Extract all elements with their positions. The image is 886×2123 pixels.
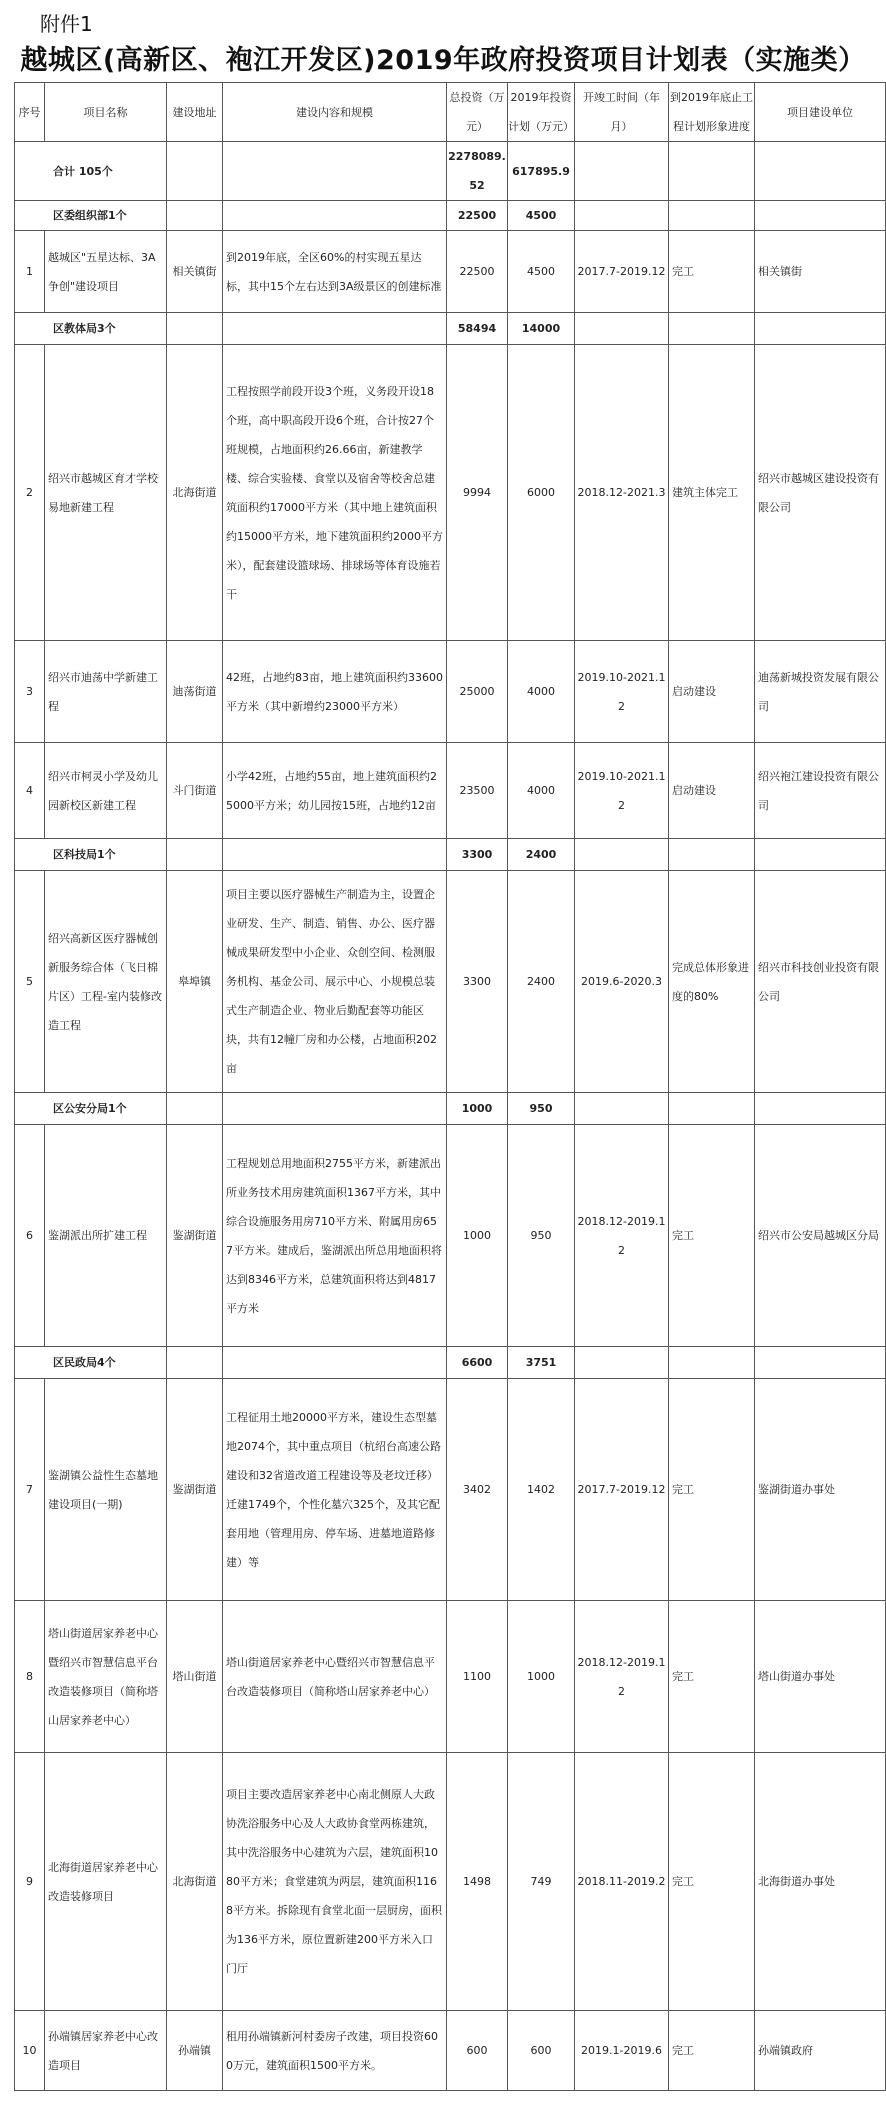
group-empty-content <box>223 313 447 345</box>
summary-row <box>15 142 886 201</box>
header-location: 建设地址 <box>167 83 223 142</box>
cell-name: 鉴湖镇公益性生态墓地建设项目(一期) <box>45 1379 167 1601</box>
cell-seq: 10 <box>15 2011 45 2091</box>
cell-location: 迪荡街道 <box>167 641 223 743</box>
summary-label: 合计 105个 <box>15 142 167 201</box>
header-progress: 到2019年底止工程计划形象进度 <box>669 83 755 142</box>
cell-seq: 7 <box>15 1379 45 1601</box>
group-plan: 3751 <box>508 1347 575 1379</box>
cell-location: 鉴湖街道 <box>167 1125 223 1347</box>
cell-location: 塔山街道 <box>167 1601 223 1753</box>
group-name: 区民政局4个 <box>15 1347 167 1379</box>
cell-period: 2019.1-2019.6 <box>575 2011 669 2091</box>
cell-plan: 4000 <box>508 641 575 743</box>
table-row <box>15 871 886 1093</box>
group-empty-period <box>575 1347 669 1379</box>
table-row <box>15 1601 886 1753</box>
group-empty-location <box>167 839 223 871</box>
cell-seq: 2 <box>15 345 45 641</box>
group-empty-content <box>223 839 447 871</box>
cell-progress: 完成总体形象进度的80% <box>669 871 755 1093</box>
group-empty-unit <box>755 1093 886 1125</box>
cell-plan: 2400 <box>508 871 575 1093</box>
cell-plan: 1000 <box>508 1601 575 1753</box>
cell-total: 3300 <box>447 871 508 1093</box>
group-empty-location <box>167 1093 223 1125</box>
group-row <box>15 313 886 345</box>
cell-unit: 绍兴市科技创业投资有限公司 <box>755 871 886 1093</box>
cell-unit: 北海街道办事处 <box>755 1753 886 2011</box>
cell-progress: 建筑主体完工 <box>669 345 755 641</box>
cell-progress: 完工 <box>669 2011 755 2091</box>
header-period: 开竣工时间（年月） <box>575 83 669 142</box>
cell-name: 孙端镇居家养老中心改造项目 <box>45 2011 167 2091</box>
group-row <box>15 201 886 231</box>
cell-progress: 完工 <box>669 1753 755 2011</box>
cell-total: 600 <box>447 2011 508 2091</box>
group-empty-period <box>575 839 669 871</box>
cell-unit: 迪荡新城投资发展有限公司 <box>755 641 886 743</box>
cell-total: 1498 <box>447 1753 508 2011</box>
group-empty-period <box>575 201 669 231</box>
cell-name: 北海街道居家养老中心改造装修项目 <box>45 1753 167 2011</box>
group-empty-progress <box>669 1347 755 1379</box>
cell-content: 工程规划总用地面积2755平方米，新建派出所业务技术用房建筑面积1367平方米，其中综合设施服务用房710平方米、附属用房657平方米。建成后，鉴湖派出所总用地面积将达到8346平方米，总建筑面积将达到4817平方米 <box>223 1125 447 1347</box>
header-name: 项目名称 <box>45 83 167 142</box>
group-plan: 950 <box>508 1093 575 1125</box>
header-seq: 序号 <box>15 83 45 142</box>
cell-content: 租用孙端镇新河村委房子改建，项目投资600万元，建筑面积1500平方米。 <box>223 2011 447 2091</box>
cell-progress: 完工 <box>669 1601 755 1753</box>
header-unit: 项目建设单位 <box>755 83 886 142</box>
page-title: 越城区(高新区、袍江开发区)2019年政府投资项目计划表（实施类） <box>20 45 866 76</box>
cell-unit: 绍兴市公安局越城区分局 <box>755 1125 886 1347</box>
cell-unit: 相关镇街 <box>755 231 886 313</box>
cell-total: 25000 <box>447 641 508 743</box>
cell-content: 项目主要以医疗器械生产制造为主，设置企业研发、生产、制造、销售、办公、医疗器械成果研发型中小企业、众创空间、检测服务机构、基金公司、展示中心、小规模总装式生产制造企业、物业后勤配套等功能区块，共有12幢厂房和办公楼，占地面积202亩 <box>223 871 447 1093</box>
cell-location: 相关镇街 <box>167 231 223 313</box>
group-empty-location <box>167 313 223 345</box>
table-row <box>15 2011 886 2091</box>
cell-content: 工程按照学前段开设3个班，义务段开设18个班，高中职高段开设6个班，合计按27个班规模，占地面积约26.66亩，新建教学楼、综合实验楼、食堂以及宿舍等校舍总建筑面积约17000平方米（其中地上建筑面积约15000平方米，地下建筑面积约2000平方米），配套建设篮球场、排球场等体育设施若干 <box>223 345 447 641</box>
cell-name: 鉴湖派出所扩建工程 <box>45 1125 167 1347</box>
group-empty-content <box>223 1347 447 1379</box>
group-empty-period <box>575 1093 669 1125</box>
cell-plan: 749 <box>508 1753 575 2011</box>
cell-progress: 启动建设 <box>669 641 755 743</box>
cell-total: 1100 <box>447 1601 508 1753</box>
group-name: 区公安分局1个 <box>15 1093 167 1125</box>
header-row <box>15 83 886 142</box>
group-plan: 2400 <box>508 839 575 871</box>
cell-unit: 绍兴袍江建设投资有限公司 <box>755 743 886 839</box>
group-total: 3300 <box>447 839 508 871</box>
cell-seq: 4 <box>15 743 45 839</box>
cell-seq: 8 <box>15 1601 45 1753</box>
table-body <box>15 83 886 2091</box>
table-row <box>15 1379 886 1601</box>
group-total: 58494 <box>447 313 508 345</box>
group-name: 区委组织部1个 <box>15 201 167 231</box>
table-row <box>15 1125 886 1347</box>
group-total: 1000 <box>447 1093 508 1125</box>
group-empty-progress <box>669 839 755 871</box>
cell-content: 42班，占地约83亩，地上建筑面积约33600平方米（其中新增约23000平方米） <box>223 641 447 743</box>
group-total: 22500 <box>447 201 508 231</box>
cell-unit: 孙端镇政府 <box>755 2011 886 2091</box>
cell-location: 皋埠镇 <box>167 871 223 1093</box>
cell-seq: 3 <box>15 641 45 743</box>
cell-plan: 4000 <box>508 743 575 839</box>
cell-seq: 9 <box>15 1753 45 2011</box>
cell-seq: 6 <box>15 1125 45 1347</box>
cell-name: 塔山街道居家养老中心暨绍兴市智慧信息平台改造装修项目（简称塔山居家养老中心） <box>45 1601 167 1753</box>
cell-progress: 完工 <box>669 1125 755 1347</box>
cell-progress: 启动建设 <box>669 743 755 839</box>
group-total: 6600 <box>447 1347 508 1379</box>
table-row <box>15 231 886 313</box>
cell-period: 2018.12-2019.12 <box>575 1125 669 1347</box>
group-empty-unit <box>755 313 886 345</box>
summary-total: 2278089.52 <box>447 142 508 201</box>
cell-location: 鉴湖街道 <box>167 1379 223 1601</box>
group-row <box>15 839 886 871</box>
cell-period: 2018.11-2019.2 <box>575 1753 669 2011</box>
cell-content: 项目主要改造居家养老中心南北侧原人大政协洗浴服务中心及人大政协食堂两栋建筑，其中洗浴服务中心建筑为六层，建筑面积1080平方米；食堂建筑为两层，建筑面积1168平方米。拆除现有食堂北面一层厨房，面积为136平方米，原位置新建200平方米入口门厅 <box>223 1753 447 2011</box>
cell-progress: 完工 <box>669 1379 755 1601</box>
attachment-label: 附件1 <box>40 12 93 36</box>
header-plan: 2019年投资计划（万元） <box>508 83 575 142</box>
cell-content: 塔山街道居家养老中心暨绍兴市智慧信息平台改造装修项目（简称塔山居家养老中心） <box>223 1601 447 1753</box>
cell-content: 工程征用土地20000平方米，建设生态型墓地2074个，其中重点项目（杭绍台高速公路建设和32省道改道工程建设等及老坟迁移）迁建1749个，个性化墓穴325个，及其它配套用地（管理用房、停车场、进墓地道路修建）等 <box>223 1379 447 1601</box>
header-content: 建设内容和规模 <box>223 83 447 142</box>
table-row <box>15 1753 886 2011</box>
cell-total: 9994 <box>447 345 508 641</box>
cell-location: 北海街道 <box>167 345 223 641</box>
cell-progress: 完工 <box>669 231 755 313</box>
cell-plan: 4500 <box>508 231 575 313</box>
cell-plan: 6000 <box>508 345 575 641</box>
group-empty-unit <box>755 839 886 871</box>
cell-content: 小学42班，占地约55亩，地上建筑面积约25000平方米；幼儿园按15班，占地约12亩 <box>223 743 447 839</box>
cell-period: 2019.10-2021.12 <box>575 641 669 743</box>
group-plan: 14000 <box>508 313 575 345</box>
group-empty-period <box>575 313 669 345</box>
group-name: 区科技局1个 <box>15 839 167 871</box>
group-row <box>15 1347 886 1379</box>
table-row <box>15 641 886 743</box>
cell-seq: 5 <box>15 871 45 1093</box>
group-empty-content <box>223 201 447 231</box>
group-empty-content <box>223 1093 447 1125</box>
summary-plan: 617895.9 <box>508 142 575 201</box>
group-row <box>15 1093 886 1125</box>
cell-content: 到2019年底，全区60%的村实现五星达标，其中15个左右达到3A级景区的创建标准 <box>223 231 447 313</box>
group-plan: 4500 <box>508 201 575 231</box>
group-empty-progress <box>669 313 755 345</box>
cell-name: 绍兴市迪荡中学新建工程 <box>45 641 167 743</box>
cell-location: 斗门街道 <box>167 743 223 839</box>
cell-period: 2017.7-2019.12 <box>575 1379 669 1601</box>
cell-unit: 绍兴市越城区建设投资有限公司 <box>755 345 886 641</box>
group-empty-progress <box>669 201 755 231</box>
header-total: 总投资（万元） <box>447 83 508 142</box>
cell-total: 1000 <box>447 1125 508 1347</box>
group-empty-location <box>167 201 223 231</box>
cell-name: 绍兴市柯灵小学及幼儿园新校区新建工程 <box>45 743 167 839</box>
cell-period: 2018.12-2019.12 <box>575 1601 669 1753</box>
cell-plan: 1402 <box>508 1379 575 1601</box>
group-empty-unit <box>755 201 886 231</box>
group-empty-unit <box>755 1347 886 1379</box>
cell-total: 3402 <box>447 1379 508 1601</box>
cell-seq: 1 <box>15 231 45 313</box>
cell-total: 23500 <box>447 743 508 839</box>
table-row <box>15 345 886 641</box>
group-empty-progress <box>669 1093 755 1125</box>
cell-location: 北海街道 <box>167 1753 223 2011</box>
cell-location: 孙端镇 <box>167 2011 223 2091</box>
project-table <box>14 82 886 2091</box>
table-row <box>15 743 886 839</box>
cell-period: 2018.12-2021.3 <box>575 345 669 641</box>
cell-plan: 600 <box>508 2011 575 2091</box>
cell-name: 绍兴市越城区育才学校易地新建工程 <box>45 345 167 641</box>
cell-unit: 塔山街道办事处 <box>755 1601 886 1753</box>
cell-plan: 950 <box>508 1125 575 1347</box>
cell-period: 2019.6-2020.3 <box>575 871 669 1093</box>
group-name: 区教体局3个 <box>15 313 167 345</box>
group-empty-location <box>167 1347 223 1379</box>
cell-unit: 鉴湖街道办事处 <box>755 1379 886 1601</box>
cell-name: 越城区"五星达标、3A争创"建设项目 <box>45 231 167 313</box>
cell-period: 2017.7-2019.12 <box>575 231 669 313</box>
cell-name: 绍兴高新区医疗器械创新服务综合体（飞日棉片区）工程-室内装修改造工程 <box>45 871 167 1093</box>
cell-total: 22500 <box>447 231 508 313</box>
cell-period: 2019.10-2021.12 <box>575 743 669 839</box>
